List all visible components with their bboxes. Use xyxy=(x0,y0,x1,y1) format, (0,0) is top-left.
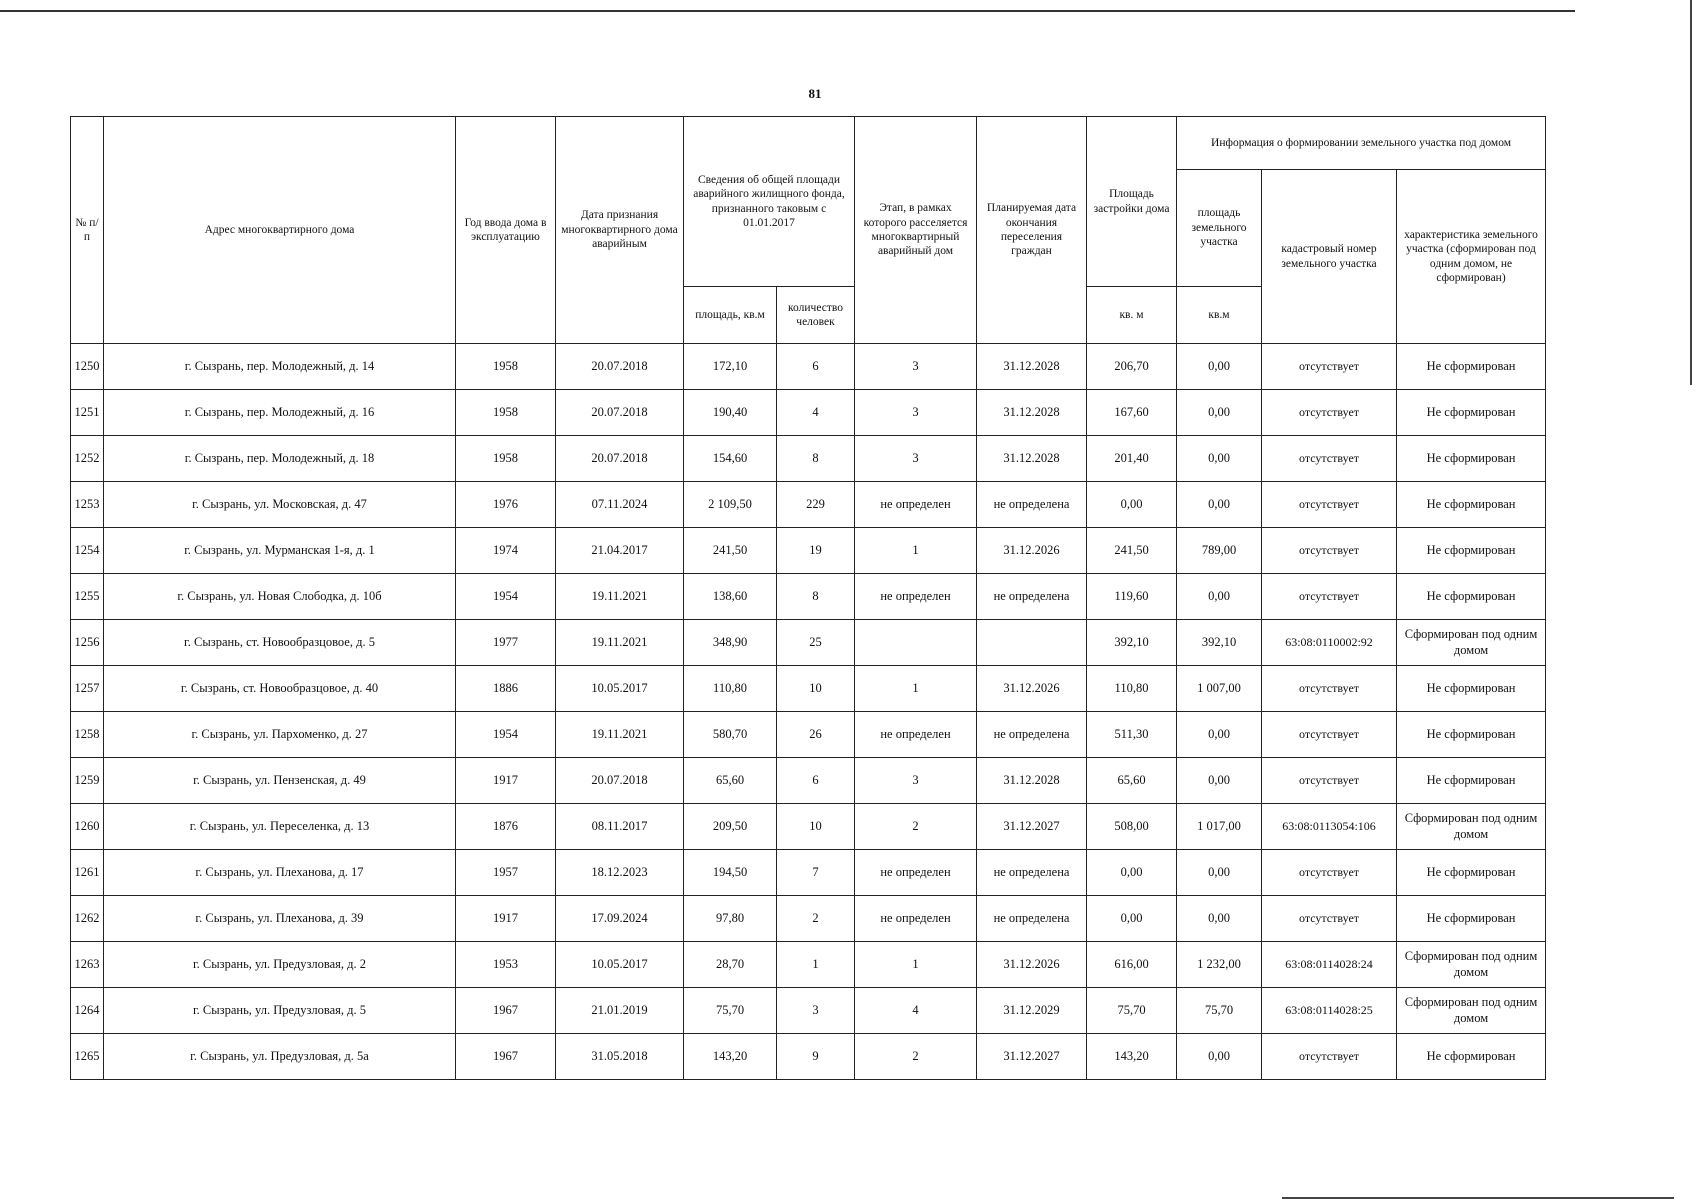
cell-planned-date: 31.12.2026 xyxy=(977,528,1087,574)
cell-cadastral: отсутствует xyxy=(1262,850,1397,896)
cell-stage: 1 xyxy=(855,666,977,712)
cell-num: 1259 xyxy=(71,758,104,804)
cell-address: г. Сызрань, ул. Переселенка, д. 13 xyxy=(104,804,456,850)
cell-num: 1263 xyxy=(71,942,104,988)
table-row xyxy=(71,344,1546,390)
cell-characteristic: Сформирован под одним домом xyxy=(1397,942,1546,988)
header-year: Год ввода дома в эксплуатацию xyxy=(456,117,556,344)
cell-area: 241,50 xyxy=(684,528,777,574)
header-num: № п/п xyxy=(71,117,104,344)
cell-building-area: 616,00 xyxy=(1087,942,1177,988)
cell-characteristic: Сформирован под одним домом xyxy=(1397,988,1546,1034)
cell-people: 2 xyxy=(777,896,855,942)
cell-characteristic: Не сформирован xyxy=(1397,482,1546,528)
header-planned-date: Планируемая дата окончания переселения граждан xyxy=(977,117,1087,344)
cell-people: 7 xyxy=(777,850,855,896)
cell-land-area: 0,00 xyxy=(1177,1034,1262,1080)
cell-recognition-date: 21.04.2017 xyxy=(556,528,684,574)
cell-building-area: 508,00 xyxy=(1087,804,1177,850)
cell-land-area: 75,70 xyxy=(1177,988,1262,1034)
cell-year: 1876 xyxy=(456,804,556,850)
header-land-area: площадь земельного участка xyxy=(1177,170,1262,287)
cell-area: 28,70 xyxy=(684,942,777,988)
table-row xyxy=(71,942,1546,988)
emergency-housing-table xyxy=(70,116,1546,1080)
cell-building-area: 0,00 xyxy=(1087,482,1177,528)
cell-year: 1953 xyxy=(456,942,556,988)
table-row xyxy=(71,436,1546,482)
cell-address: г. Сызрань, ст. Новообразцовое, д. 40 xyxy=(104,666,456,712)
cell-cadastral: отсутствует xyxy=(1262,390,1397,436)
cell-recognition-date: 19.11.2021 xyxy=(556,620,684,666)
cell-area: 75,70 xyxy=(684,988,777,1034)
table-row xyxy=(71,620,1546,666)
cell-land-area: 1 017,00 xyxy=(1177,804,1262,850)
cell-people: 1 xyxy=(777,942,855,988)
table-row xyxy=(71,758,1546,804)
cell-recognition-date: 18.12.2023 xyxy=(556,850,684,896)
cell-recognition-date: 19.11.2021 xyxy=(556,574,684,620)
cell-planned-date: не определена xyxy=(977,482,1087,528)
cell-land-area: 0,00 xyxy=(1177,344,1262,390)
cell-area: 65,60 xyxy=(684,758,777,804)
cell-recognition-date: 07.11.2024 xyxy=(556,482,684,528)
cell-address: г. Сызрань, ст. Новообразцовое, д. 5 xyxy=(104,620,456,666)
cell-stage: 3 xyxy=(855,390,977,436)
cell-stage: 1 xyxy=(855,528,977,574)
bottom-rule xyxy=(1282,1197,1674,1199)
table-row xyxy=(71,1034,1546,1080)
cell-address: г. Сызрань, ул. Предузловая, д. 5а xyxy=(104,1034,456,1080)
cell-area: 209,50 xyxy=(684,804,777,850)
cell-people: 3 xyxy=(777,988,855,1034)
cell-land-area: 392,10 xyxy=(1177,620,1262,666)
header-housing-fund: Сведения об общей площади аварийного жилищного фонда, признанного таковым с 01.01.2017 xyxy=(684,117,855,287)
cell-year: 1954 xyxy=(456,712,556,758)
cell-stage: 4 xyxy=(855,988,977,1034)
cell-land-area: 1 007,00 xyxy=(1177,666,1262,712)
cell-stage: 3 xyxy=(855,758,977,804)
cell-num: 1258 xyxy=(71,712,104,758)
cell-area: 138,60 xyxy=(684,574,777,620)
cell-num: 1254 xyxy=(71,528,104,574)
cell-area: 172,10 xyxy=(684,344,777,390)
cell-planned-date xyxy=(977,620,1087,666)
cell-characteristic: Не сформирован xyxy=(1397,528,1546,574)
cell-num: 1252 xyxy=(71,436,104,482)
cell-cadastral: 63:08:0114028:25 xyxy=(1262,988,1397,1034)
cell-recognition-date: 21.01.2019 xyxy=(556,988,684,1034)
cell-year: 1958 xyxy=(456,436,556,482)
header-recognition-date: Дата признания многоквартирного дома аварийным xyxy=(556,117,684,344)
table-row xyxy=(71,896,1546,942)
table-row xyxy=(71,988,1546,1034)
cell-recognition-date: 10.05.2017 xyxy=(556,666,684,712)
cell-stage: 2 xyxy=(855,1034,977,1080)
cell-building-area: 0,00 xyxy=(1087,850,1177,896)
cell-people: 25 xyxy=(777,620,855,666)
table-row xyxy=(71,804,1546,850)
table-body xyxy=(71,344,1546,1080)
cell-stage: 3 xyxy=(855,436,977,482)
cell-year: 1967 xyxy=(456,988,556,1034)
cell-land-area: 0,00 xyxy=(1177,758,1262,804)
cell-building-area: 119,60 xyxy=(1087,574,1177,620)
cell-address: г. Сызрань, ул. Плеханова, д. 17 xyxy=(104,850,456,896)
cell-area: 143,20 xyxy=(684,1034,777,1080)
cell-cadastral: отсутствует xyxy=(1262,666,1397,712)
cell-land-area: 0,00 xyxy=(1177,574,1262,620)
cell-land-area: 789,00 xyxy=(1177,528,1262,574)
cell-cadastral: 63:08:0114028:24 xyxy=(1262,942,1397,988)
cell-stage: не определен xyxy=(855,850,977,896)
table-row xyxy=(71,666,1546,712)
cell-area: 194,50 xyxy=(684,850,777,896)
cell-cadastral: отсутствует xyxy=(1262,344,1397,390)
cell-area: 154,60 xyxy=(684,436,777,482)
header-unit-building: кв. м xyxy=(1087,287,1177,344)
header-address: Адрес многоквартирного дома xyxy=(104,117,456,344)
cell-address: г. Сызрань, ул. Мурманская 1-я, д. 1 xyxy=(104,528,456,574)
cell-people: 10 xyxy=(777,666,855,712)
cell-characteristic: Сформирован под одним домом xyxy=(1397,620,1546,666)
table-row xyxy=(71,390,1546,436)
cell-recognition-date: 20.07.2018 xyxy=(556,758,684,804)
cell-address: г. Сызрань, ул. Пархоменко, д. 27 xyxy=(104,712,456,758)
cell-planned-date: 31.12.2028 xyxy=(977,758,1087,804)
cell-stage: не определен xyxy=(855,712,977,758)
cell-address: г. Сызрань, ул. Предузловая, д. 2 xyxy=(104,942,456,988)
cell-year: 1917 xyxy=(456,896,556,942)
cell-recognition-date: 17.09.2024 xyxy=(556,896,684,942)
cell-num: 1261 xyxy=(71,850,104,896)
cell-planned-date: не определена xyxy=(977,712,1087,758)
cell-year: 1917 xyxy=(456,758,556,804)
cell-land-area: 0,00 xyxy=(1177,896,1262,942)
table-row xyxy=(71,482,1546,528)
cell-recognition-date: 20.07.2018 xyxy=(556,390,684,436)
cell-building-area: 143,20 xyxy=(1087,1034,1177,1080)
cell-num: 1256 xyxy=(71,620,104,666)
cell-land-area: 0,00 xyxy=(1177,850,1262,896)
cell-stage: не определен xyxy=(855,896,977,942)
cell-num: 1257 xyxy=(71,666,104,712)
cell-year: 1957 xyxy=(456,850,556,896)
cell-cadastral: 63:08:0113054:106 xyxy=(1262,804,1397,850)
cell-stage: 2 xyxy=(855,804,977,850)
cell-building-area: 110,80 xyxy=(1087,666,1177,712)
cell-land-area: 0,00 xyxy=(1177,436,1262,482)
cell-people: 8 xyxy=(777,436,855,482)
cell-people: 26 xyxy=(777,712,855,758)
cell-stage: 1 xyxy=(855,942,977,988)
cell-num: 1251 xyxy=(71,390,104,436)
cell-stage xyxy=(855,620,977,666)
cell-year: 1974 xyxy=(456,528,556,574)
cell-people: 10 xyxy=(777,804,855,850)
header-stage: Этап, в рамках которого расселяется многоквартирный аварийный дом xyxy=(855,117,977,344)
table-row xyxy=(71,528,1546,574)
cell-area: 580,70 xyxy=(684,712,777,758)
cell-land-area: 0,00 xyxy=(1177,482,1262,528)
cell-recognition-date: 20.07.2018 xyxy=(556,344,684,390)
cell-building-area: 65,60 xyxy=(1087,758,1177,804)
cell-year: 1977 xyxy=(456,620,556,666)
cell-building-area: 241,50 xyxy=(1087,528,1177,574)
cell-cadastral: отсутствует xyxy=(1262,528,1397,574)
cell-characteristic: Не сформирован xyxy=(1397,574,1546,620)
cell-planned-date: 31.12.2028 xyxy=(977,344,1087,390)
table-row xyxy=(71,850,1546,896)
cell-planned-date: 31.12.2027 xyxy=(977,1034,1087,1080)
cell-building-area: 201,40 xyxy=(1087,436,1177,482)
cell-people: 9 xyxy=(777,1034,855,1080)
top-rule xyxy=(0,10,1575,12)
cell-cadastral: отсутствует xyxy=(1262,896,1397,942)
cell-planned-date: 31.12.2029 xyxy=(977,988,1087,1034)
cell-cadastral: отсутствует xyxy=(1262,574,1397,620)
cell-address: г. Сызрань, ул. Пензенская, д. 49 xyxy=(104,758,456,804)
cell-recognition-date: 20.07.2018 xyxy=(556,436,684,482)
cell-recognition-date: 10.05.2017 xyxy=(556,942,684,988)
cell-num: 1253 xyxy=(71,482,104,528)
cell-characteristic: Не сформирован xyxy=(1397,896,1546,942)
cell-characteristic: Не сформирован xyxy=(1397,436,1546,482)
header-people: количество человек xyxy=(777,287,855,344)
cell-cadastral: отсутствует xyxy=(1262,1034,1397,1080)
cell-characteristic: Не сформирован xyxy=(1397,666,1546,712)
cell-num: 1264 xyxy=(71,988,104,1034)
cell-planned-date: 31.12.2026 xyxy=(977,666,1087,712)
cell-num: 1260 xyxy=(71,804,104,850)
cell-recognition-date: 31.05.2018 xyxy=(556,1034,684,1080)
cell-address: г. Сызрань, ул. Московская, д. 47 xyxy=(104,482,456,528)
cell-address: г. Сызрань, пер. Молодежный, д. 16 xyxy=(104,390,456,436)
header-area: площадь, кв.м xyxy=(684,287,777,344)
cell-people: 6 xyxy=(777,344,855,390)
cell-building-area: 0,00 xyxy=(1087,896,1177,942)
cell-characteristic: Не сформирован xyxy=(1397,1034,1546,1080)
header-cadastral: кадастровый номер земельного участка xyxy=(1262,170,1397,344)
table-header xyxy=(71,117,1546,344)
cell-year: 1976 xyxy=(456,482,556,528)
cell-year: 1967 xyxy=(456,1034,556,1080)
cell-characteristic: Не сформирован xyxy=(1397,712,1546,758)
cell-address: г. Сызрань, пер. Молодежный, д. 18 xyxy=(104,436,456,482)
right-edge-rule xyxy=(1690,0,1692,385)
cell-year: 1958 xyxy=(456,390,556,436)
cell-characteristic: Не сформирован xyxy=(1397,758,1546,804)
cell-building-area: 206,70 xyxy=(1087,344,1177,390)
cell-building-area: 392,10 xyxy=(1087,620,1177,666)
cell-area: 190,40 xyxy=(684,390,777,436)
cell-cadastral: отсутствует xyxy=(1262,482,1397,528)
cell-cadastral: 63:08:0110002:92 xyxy=(1262,620,1397,666)
header-land-info: Информация о формировании земельного участка под домом xyxy=(1177,117,1546,170)
cell-address: г. Сызрань, пер. Молодежный, д. 14 xyxy=(104,344,456,390)
cell-characteristic: Не сформирован xyxy=(1397,850,1546,896)
cell-land-area: 1 232,00 xyxy=(1177,942,1262,988)
cell-area: 348,90 xyxy=(684,620,777,666)
cell-land-area: 0,00 xyxy=(1177,390,1262,436)
cell-building-area: 511,30 xyxy=(1087,712,1177,758)
cell-planned-date: не определена xyxy=(977,574,1087,620)
cell-area: 110,80 xyxy=(684,666,777,712)
page-number: 81 xyxy=(808,86,822,101)
cell-people: 229 xyxy=(777,482,855,528)
cell-recognition-date: 08.11.2017 xyxy=(556,804,684,850)
header-unit-land: кв.м xyxy=(1177,287,1262,344)
cell-num: 1262 xyxy=(71,896,104,942)
cell-recognition-date: 19.11.2021 xyxy=(556,712,684,758)
cell-stage: 3 xyxy=(855,344,977,390)
cell-planned-date: не определена xyxy=(977,896,1087,942)
cell-planned-date: 31.12.2028 xyxy=(977,390,1087,436)
cell-cadastral: отсутствует xyxy=(1262,436,1397,482)
cell-planned-date: 31.12.2027 xyxy=(977,804,1087,850)
cell-year: 1886 xyxy=(456,666,556,712)
cell-characteristic: Не сформирован xyxy=(1397,344,1546,390)
cell-address: г. Сызрань, ул. Предузловая, д. 5 xyxy=(104,988,456,1034)
cell-num: 1255 xyxy=(71,574,104,620)
cell-address: г. Сызрань, ул. Новая Слободка, д. 10б xyxy=(104,574,456,620)
cell-cadastral: отсутствует xyxy=(1262,758,1397,804)
cell-stage: не определен xyxy=(855,482,977,528)
cell-planned-date: не определена xyxy=(977,850,1087,896)
cell-num: 1250 xyxy=(71,344,104,390)
cell-address: г. Сызрань, ул. Плеханова, д. 39 xyxy=(104,896,456,942)
header-building-area: Площадь застройки дома xyxy=(1087,117,1177,287)
cell-area: 97,80 xyxy=(684,896,777,942)
cell-year: 1954 xyxy=(456,574,556,620)
cell-people: 6 xyxy=(777,758,855,804)
header-characteristic: характеристика земельного участка (сформирован под одним домом, не сформирован) xyxy=(1397,170,1546,344)
cell-planned-date: 31.12.2028 xyxy=(977,436,1087,482)
cell-characteristic: Не сформирован xyxy=(1397,390,1546,436)
cell-land-area: 0,00 xyxy=(1177,712,1262,758)
cell-cadastral: отсутствует xyxy=(1262,712,1397,758)
cell-num: 1265 xyxy=(71,1034,104,1080)
table-row xyxy=(71,574,1546,620)
cell-building-area: 167,60 xyxy=(1087,390,1177,436)
cell-stage: не определен xyxy=(855,574,977,620)
cell-year: 1958 xyxy=(456,344,556,390)
cell-people: 4 xyxy=(777,390,855,436)
cell-planned-date: 31.12.2026 xyxy=(977,942,1087,988)
cell-people: 8 xyxy=(777,574,855,620)
table-row xyxy=(71,712,1546,758)
cell-area: 2 109,50 xyxy=(684,482,777,528)
cell-building-area: 75,70 xyxy=(1087,988,1177,1034)
cell-characteristic: Сформирован под одним домом xyxy=(1397,804,1546,850)
cell-people: 19 xyxy=(777,528,855,574)
